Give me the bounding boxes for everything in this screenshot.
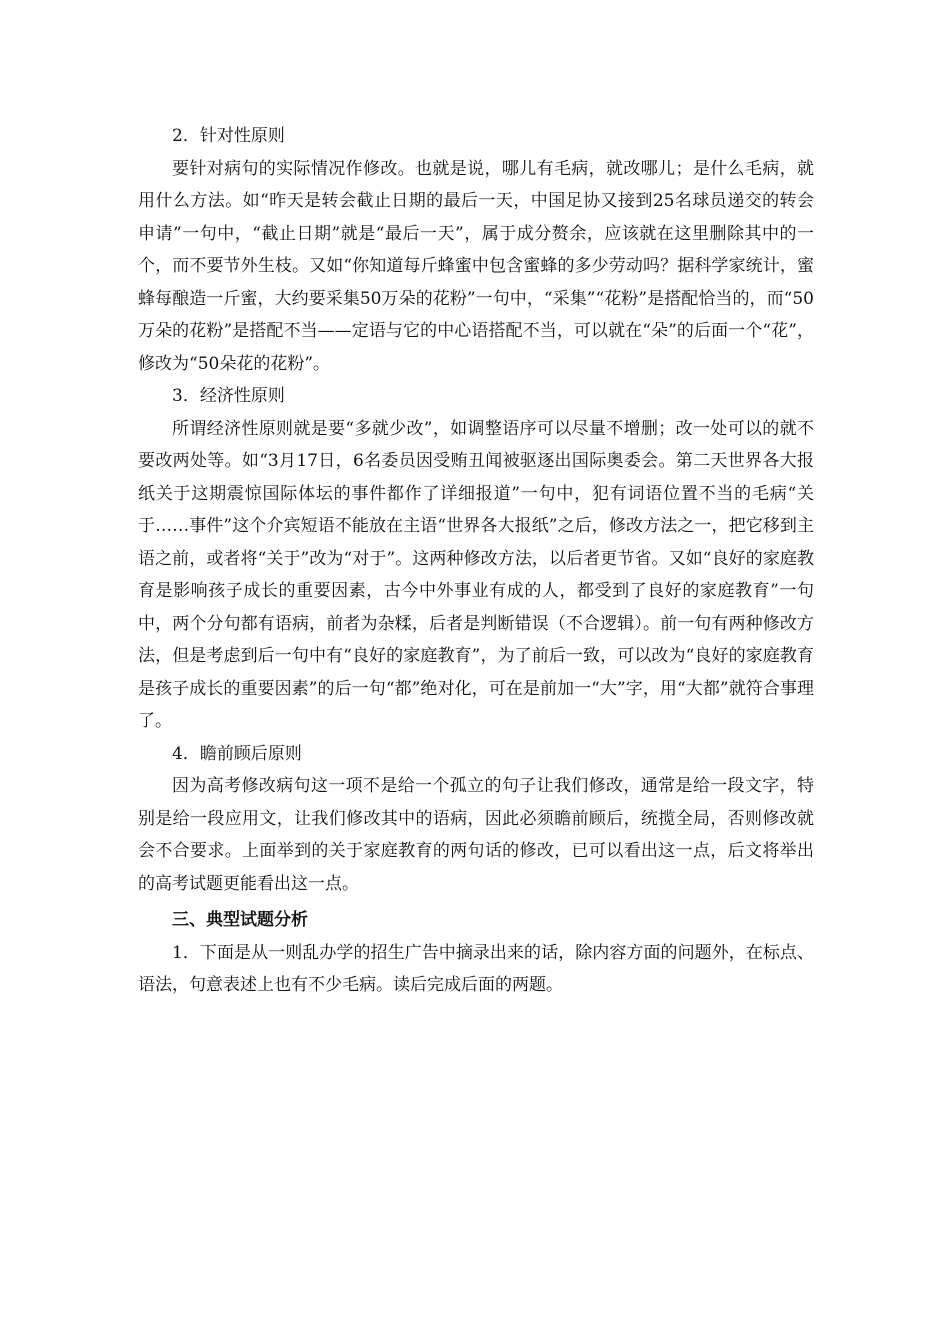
subheading-context-principle: 4．瞻前顾后原则 <box>172 743 302 764</box>
section-title-typical-questions: 三、典型试题分析 <box>172 910 308 930</box>
document-page <box>138 120 814 1002</box>
paragraph-context-principle: 因为高考修改病句这一项不是给一个孤立的句子让我们修改，通常是给一段文字，特别是给一段应用文，让我们修改其中的语病，因此必须瞻前顾后，统揽全局，否则修改就会不合要求。上面举到的关于家庭教育的两句话的修改，已可以看出这一点，后文将举出的高考试题更能看出这一点。 <box>138 776 814 894</box>
paragraph-question-1: 1．下面是从一则乱办学的招生广告中摘录出来的话，除内容方面的问题外，在标点、语法，句意表述上也有不少毛病。读后完成后面的两题。 <box>138 942 814 995</box>
subheading-targeted-principle: 2．针对性原则 <box>172 126 285 146</box>
paragraph-economy-principle: 所谓经济性原则就是要“多就少改”，如调整语序可以尽量不增删；改一处可以的就不要改两处等。如“3月17日，6名委员因受贿丑闻被驱逐出国际奥委会。第二天世界各大报纸关于这期震惊国际体坛的事件都作了详细报道”一句中，犯有词语位置不当的毛病“关于……事件”这个介宾短语不能放在主语“世界各大报纸”之后，修改方法之一，把它移到主语之前，或者将“关于”改为“对于”。这两种修改方法，以后者更节省。又如“良好的家庭教育是影响孩子成长的重要因素，古今中外事业有成的人，都受到了良好的家庭教育”一句中，两个分句都有语病，前者为杂糅，后者是判断错误（不合逻辑）。前一句有两种修改方法，但是考虑到后一句中有“良好的家庭教育”，为了前后一致，可以改为“良好的家庭教育是孩子成长的重要因素”的后一句“都”绝对化，可在是前加一“大”字，用“大都”就符合事理了。 <box>138 418 814 731</box>
paragraph-targeted-principle: 要针对病句的实际情况作修改。也就是说，哪儿有毛病，就改哪儿；是什么毛病，就用什么方法。如“昨天是转会截止日期的最后一天，中国足协又接到25名球员递交的转会申请”一句中，“截止日期”就是“最后一天”，属于成分赘余，应该就在这里删除其中的一个，而不要节外生枝。又如“你知道每斤蜂蜜中包含蜜蜂的多少劳动吗？据科学家统计，蜜蜂每酿造一斤蜜，大约要采集50万朵的花粉”一句中，“采集”“花粉”是搭配恰当的，而“50万朵的花粉”是搭配不当——定语与它的中心语搭配不当，可以就在“朵”的后面一个“花”，修改为“50朵花的花粉”。 <box>138 158 814 374</box>
subheading-economy-principle: 3．经济性原则 <box>172 386 285 406</box>
